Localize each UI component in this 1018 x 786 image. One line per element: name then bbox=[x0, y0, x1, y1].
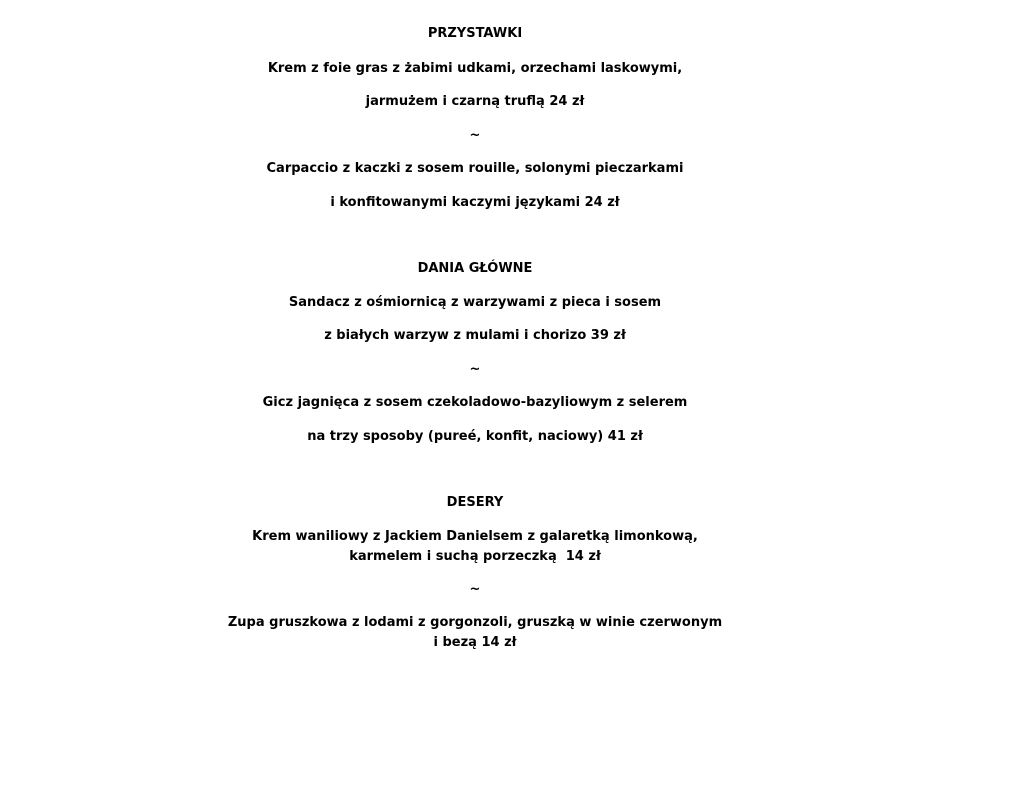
menu-item-line: z białych warzyw z mulami i chorizo 39 zł bbox=[324, 328, 626, 343]
section-heading-desery: DESERY bbox=[446, 495, 504, 510]
separator-tilde: ~ bbox=[469, 362, 481, 377]
menu-item-line: Sandacz z ośmiornicą z warzywami z pieca i sosem bbox=[288, 295, 662, 310]
section-heading-dania-glowne: DANIA GŁÓWNE bbox=[417, 261, 533, 276]
separator-tilde: ~ bbox=[469, 582, 481, 597]
menu-item-line: na trzy sposoby (pureé, konfit, naciowy) 41 zł bbox=[307, 429, 643, 444]
menu-item-line: Krem z foie gras z żabimi udkami, orzechami laskowymi, bbox=[267, 61, 683, 76]
menu-item-line: i konfitowanymi kaczymi językami 24 zł bbox=[330, 195, 620, 210]
menu-item-line: Carpaccio z kaczki z sosem rouille, solonymi pieczarkami bbox=[266, 161, 684, 176]
menu-item-line: Zupa gruszkowa z lodami z gorgonzoli, gruszką w winie czerwonym bbox=[227, 615, 723, 630]
separator-tilde: ~ bbox=[469, 128, 481, 143]
menu-item-line: i bezą 14 zł bbox=[433, 635, 517, 650]
menu-item-line: Gicz jagnięca z sosem czekoladowo-bazyliowym z selerem bbox=[262, 395, 688, 410]
menu-item-line: Krem waniliowy z Jackiem Danielsem z galaretką limonkową, bbox=[252, 529, 698, 544]
section-heading-przystawki: PRZYSTAWKI bbox=[427, 26, 523, 41]
menu-item-line: karmelem i suchą porzeczką 14 zł bbox=[349, 549, 601, 564]
menu-item-line: jarmużem i czarną truflą 24 zł bbox=[365, 94, 585, 109]
